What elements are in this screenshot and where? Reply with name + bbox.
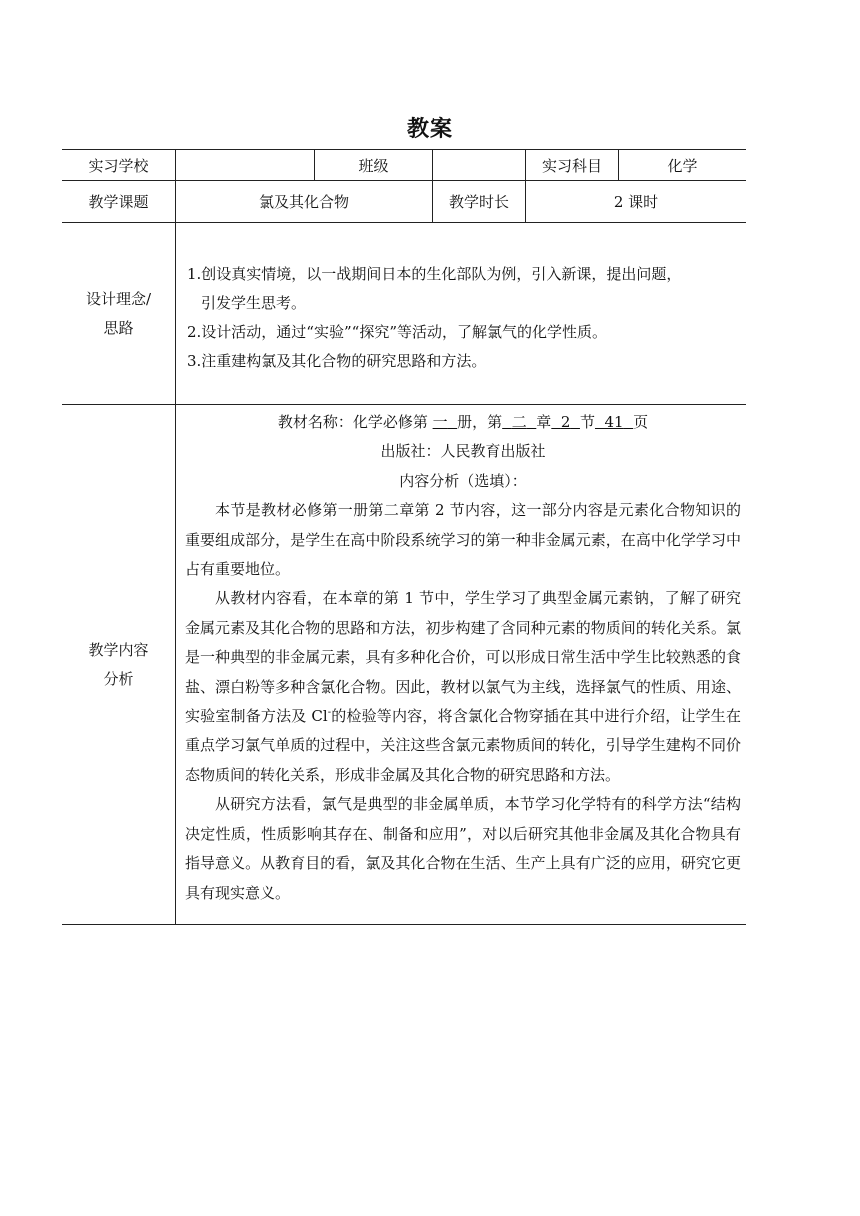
- subject-label: 实习科目: [541, 156, 602, 175]
- volume-blank: [433, 413, 458, 431]
- publisher: 出版社：人民教育出版社: [380, 442, 546, 461]
- design-content: [187, 260, 747, 376]
- chapter-blank: [502, 413, 536, 431]
- class-label: 班级: [358, 156, 389, 175]
- paragraph-2-part-a: 从教材内容看，在本章的第 1 节中，学生学习了典型金属元素钠，了解了研究金属元素及其化合物的思路和方法，初步构建了含同种元素的物质间的转化关系。氯是一种典型的非金属元素，具有多种化合价，可以形成日常生活中学生比较熟悉的食盐、漂白粉等多种含氯化合物。因此，教材以氯气为主线，选择氯气的性质、用途、实验室制备方法及 Cl: [185, 589, 741, 726]
- textbook-info: [185, 408, 741, 437]
- section-blank: [551, 413, 580, 431]
- content-analysis: [185, 408, 741, 908]
- analysis-heading: 内容分析（选填）：: [399, 471, 527, 490]
- page-blank: [595, 413, 633, 431]
- design-label-line1: 设计理念/: [85, 289, 152, 308]
- chloride-charge: -: [327, 707, 332, 719]
- label-column-divider: [175, 149, 176, 924]
- topic-label: 教学课题: [88, 193, 149, 211]
- school-label: 实习学校: [88, 156, 149, 175]
- volume-value: 一: [432, 413, 448, 431]
- analysis-paragraph-2: [185, 584, 741, 790]
- section-value: 2: [560, 413, 571, 431]
- duration-value: 2 课时: [613, 193, 659, 211]
- chapter-suffix: 章: [536, 413, 552, 431]
- content-label-line1: 教学内容: [88, 640, 149, 659]
- paragraph-2-part-b: 的检验等内容，将含氯化合物穿插在其中进行介绍，让学生在重点学习氯气单质的过程中，关注这些含氯元素物质间的转化，引导学生建构不同价态物质间的转化关系，形成非金属及其化合物的研究思路和方法。: [185, 707, 741, 784]
- school-value: [176, 150, 314, 180]
- duration-label: 教学时长: [448, 193, 509, 211]
- page-value: 41: [604, 413, 624, 431]
- design-label-line2: 思路: [103, 318, 134, 337]
- content-label-line2: 分析: [103, 669, 134, 688]
- topic-value: 氯及其化合物: [258, 193, 349, 211]
- table-bottom-border: [62, 924, 746, 925]
- section-suffix: 节: [579, 413, 595, 431]
- design-item-1-cont: 引发学生思考。: [201, 294, 307, 312]
- class-value: [433, 150, 525, 180]
- content-label: [62, 405, 175, 924]
- page-title: 教案: [406, 117, 453, 142]
- design-item-2: 2.设计活动，通过“实验”“探究”等活动，了解氯气的化学性质。: [187, 323, 607, 341]
- analysis-paragraph-3: 从研究方法看，氯气是典型的非金属单质，本节学习化学特有的科学方法“结构决定性质，性质影响其存在、制备和应用”，对以后研究其他非金属及其化合物具有指导意义。从教育目的看，氯及其化合物在生活、生产上具有广泛的应用，研究它更具有现实意义。: [185, 795, 741, 902]
- volume-suffix: 册，第: [457, 413, 503, 431]
- textbook-prefix: 教材名称：化学必修第: [277, 413, 433, 431]
- subject-value: 化学: [667, 156, 698, 175]
- chapter-value: 二: [511, 413, 527, 431]
- design-item-3: 3.注重建构氯及其化合物的研究思路和方法。: [187, 352, 487, 370]
- design-item-1: 1.创设真实情境，以一战期间日本的生化部队为例，引入新课，提出问题，: [187, 265, 682, 283]
- design-label: [62, 223, 175, 404]
- page-suffix: 页: [633, 413, 649, 431]
- analysis-paragraph-1: 本节是教材必修第一册第二章第 2 节内容，这一部分内容是元素化合物知识的重要组成部分，是学生在高中阶段系统学习的第一种非金属元素，在高中化学学习中占有重要地位。: [185, 501, 741, 579]
